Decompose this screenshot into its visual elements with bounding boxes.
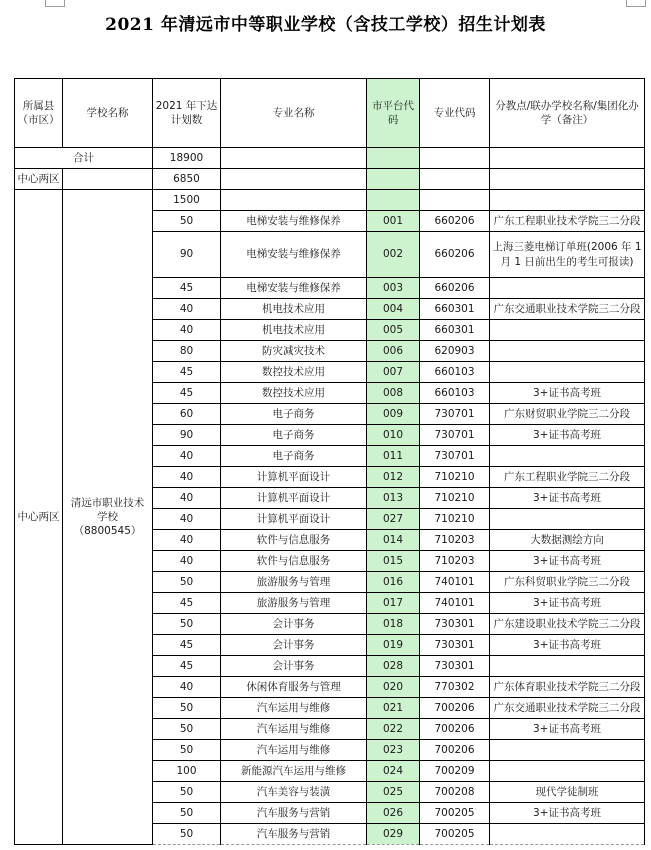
platform-code-cell: 017 [367, 593, 420, 614]
plan-count-cell: 40 [153, 677, 221, 698]
major-name-cell: 会计事务 [221, 656, 367, 677]
note-cell: 3+证书高考班 [490, 803, 645, 824]
major-name-cell: 电梯安装与维修保养 [221, 278, 367, 299]
major-name-cell: 汽车运用与维修 [221, 698, 367, 719]
major-name-cell: 计算机平面设计 [221, 488, 367, 509]
platform-code-cell: 029 [367, 824, 420, 845]
platform-code-cell: 012 [367, 467, 420, 488]
major-name-cell: 软件与信息服务 [221, 530, 367, 551]
note-cell: 广东科贸职业学院三二分段 [490, 572, 645, 593]
note-cell: 广东体育职业技术学院三二分段 [490, 677, 645, 698]
major-name-cell: 会计事务 [221, 614, 367, 635]
note-cell: 3+证书高考班 [490, 635, 645, 656]
county-merged-cell: 中心两区 [15, 190, 63, 845]
plan-count-cell: 80 [153, 341, 221, 362]
note-cell [490, 278, 645, 299]
platform-code-cell: 026 [367, 803, 420, 824]
plan-count-cell: 100 [153, 761, 221, 782]
plan-count-cell: 40 [153, 299, 221, 320]
note-cell [490, 148, 645, 169]
header-plan-count: 2021 年下达计划数 [153, 79, 221, 148]
major-code-cell: 700206 [420, 698, 490, 719]
major-code-cell: 710210 [420, 488, 490, 509]
header-platform-code: 市平台代码 [367, 79, 420, 148]
major-code-cell: 710203 [420, 530, 490, 551]
header-notes: 分教点/联办学校名称/集团化办学（备注） [490, 79, 645, 148]
plan-count-cell: 40 [153, 488, 221, 509]
county-cell: 中心两区 [15, 169, 63, 190]
page-margin-marker-left [45, 0, 65, 7]
plan-count-cell: 90 [153, 425, 221, 446]
platform-code-cell: 018 [367, 614, 420, 635]
platform-code-cell: 001 [367, 211, 420, 232]
platform-code-cell [367, 148, 420, 169]
major-code-cell: 730301 [420, 635, 490, 656]
major-code-cell: 660301 [420, 320, 490, 341]
major-code-cell: 660206 [420, 232, 490, 278]
plan-count-cell: 40 [153, 509, 221, 530]
platform-code-cell: 023 [367, 740, 420, 761]
major-name-cell: 计算机平面设计 [221, 467, 367, 488]
platform-code-cell: 008 [367, 383, 420, 404]
major-name-cell: 电子商务 [221, 446, 367, 467]
major-code-cell: 700209 [420, 761, 490, 782]
major-code-cell: 730701 [420, 446, 490, 467]
note-cell [490, 341, 645, 362]
platform-code-cell: 014 [367, 530, 420, 551]
major-code-cell: 710203 [420, 551, 490, 572]
note-cell: 大数据测绘方向 [490, 530, 645, 551]
note-cell: 现代学徒制班 [490, 782, 645, 803]
note-cell: 3+证书高考班 [490, 551, 645, 572]
platform-code-cell: 028 [367, 656, 420, 677]
note-cell [490, 740, 645, 761]
note-cell [490, 761, 645, 782]
enrollment-plan-table [14, 78, 645, 845]
plan-count-cell: 60 [153, 404, 221, 425]
major-code-cell: 700205 [420, 803, 490, 824]
plan-count-cell: 40 [153, 467, 221, 488]
platform-code-cell: 007 [367, 362, 420, 383]
school-total-value-cell: 1500 [153, 190, 221, 211]
school-merged-cell [63, 190, 153, 845]
note-cell [490, 446, 645, 467]
note-cell: 3+证书高考班 [490, 593, 645, 614]
major-name-cell: 数控技术应用 [221, 383, 367, 404]
plan-count-cell: 45 [153, 656, 221, 677]
platform-code-cell: 002 [367, 232, 420, 278]
note-cell [490, 320, 645, 341]
table-row-district-total [15, 169, 645, 190]
note-cell: 3+证书高考班 [490, 425, 645, 446]
platform-code-cell: 004 [367, 299, 420, 320]
major-name-cell: 电子商务 [221, 425, 367, 446]
plan-count-cell: 45 [153, 383, 221, 404]
page-margin-marker-right [626, 0, 646, 7]
header-county: 所属县（市区） [15, 79, 63, 148]
major-name-cell: 机电技术应用 [221, 320, 367, 341]
major-code-cell: 700205 [420, 824, 490, 845]
plan-count-cell: 50 [153, 211, 221, 232]
header-school-name: 学校名称 [63, 79, 153, 148]
note-cell [490, 190, 645, 211]
major-code-cell: 710210 [420, 467, 490, 488]
school-cell [63, 169, 153, 190]
major-name-cell: 会计事务 [221, 635, 367, 656]
major-name-cell: 汽车运用与维修 [221, 740, 367, 761]
plan-count-cell: 50 [153, 782, 221, 803]
platform-code-cell: 009 [367, 404, 420, 425]
major-name-cell: 电梯安装与维修保养 [221, 232, 367, 278]
platform-code-cell [367, 190, 420, 211]
note-cell: 广东建设职业技术学院三二分段 [490, 614, 645, 635]
major-code-cell [420, 148, 490, 169]
note-cell [490, 824, 645, 845]
major-name-cell: 汽车美容与装潢 [221, 782, 367, 803]
note-cell: 上海三菱电梯订单班(2006 年 1 月 1 日前出生的考生可报读) [490, 232, 645, 278]
major-name-cell: 软件与信息服务 [221, 551, 367, 572]
header-major-code: 专业代码 [420, 79, 490, 148]
page-title: 2021 年清远市中等职业学校（含技工学校）招生计划表 [105, 15, 546, 35]
major-code-cell: 740101 [420, 572, 490, 593]
plan-count-cell: 45 [153, 278, 221, 299]
major-code-cell: 770302 [420, 677, 490, 698]
plan-count-cell: 45 [153, 635, 221, 656]
plan-count-cell: 50 [153, 740, 221, 761]
major-code-cell: 700206 [420, 719, 490, 740]
note-cell [490, 509, 645, 530]
school-code: （8800545） [73, 525, 142, 538]
note-cell: 3+证书高考班 [490, 383, 645, 404]
major-code-cell: 660206 [420, 278, 490, 299]
major-code-cell: 740101 [420, 593, 490, 614]
major-cell [221, 169, 367, 190]
platform-code-cell: 011 [367, 446, 420, 467]
major-code-cell [420, 190, 490, 211]
platform-code-cell: 003 [367, 278, 420, 299]
major-code-cell: 730301 [420, 614, 490, 635]
table-row-school-total [15, 190, 645, 211]
total-label-cell: 合计 [15, 148, 153, 169]
platform-code-cell: 006 [367, 341, 420, 362]
plan-count-cell: 90 [153, 232, 221, 278]
note-cell: 广东工程职业技术学院三二分段 [490, 211, 645, 232]
note-cell: 广东交通职业技术学院三二分段 [490, 698, 645, 719]
major-code-cell: 730301 [420, 656, 490, 677]
major-cell [221, 190, 367, 211]
major-code-cell: 700208 [420, 782, 490, 803]
major-name-cell: 旅游服务与管理 [221, 593, 367, 614]
major-code-cell: 660206 [420, 211, 490, 232]
platform-code-cell: 005 [367, 320, 420, 341]
major-name-cell: 计算机平面设计 [221, 509, 367, 530]
platform-code-cell: 025 [367, 782, 420, 803]
major-name-cell: 机电技术应用 [221, 299, 367, 320]
total-value-cell: 18900 [153, 148, 221, 169]
district-total-value-cell: 6850 [153, 169, 221, 190]
note-cell [490, 656, 645, 677]
plan-count-cell: 50 [153, 803, 221, 824]
note-cell: 3+证书高考班 [490, 488, 645, 509]
major-code-cell: 730701 [420, 425, 490, 446]
platform-code-cell: 019 [367, 635, 420, 656]
major-name-cell: 防灾减灾技术 [221, 341, 367, 362]
major-name-cell: 电梯安装与维修保养 [221, 211, 367, 232]
header-major-name: 专业名称 [221, 79, 367, 148]
major-code-cell [420, 169, 490, 190]
plan-count-cell: 50 [153, 572, 221, 593]
plan-count-cell: 50 [153, 824, 221, 845]
platform-code-cell: 021 [367, 698, 420, 719]
major-name-cell: 休闲体育服务与管理 [221, 677, 367, 698]
plan-count-cell: 45 [153, 362, 221, 383]
major-code-cell: 730701 [420, 404, 490, 425]
note-cell: 广东财贸职业学院三二分段 [490, 404, 645, 425]
major-code-cell: 620903 [420, 341, 490, 362]
plan-count-cell: 50 [153, 719, 221, 740]
major-name-cell: 旅游服务与管理 [221, 572, 367, 593]
major-code-cell: 660103 [420, 362, 490, 383]
school-name: 清远市职业技术学校 [70, 496, 145, 523]
major-name-cell: 电子商务 [221, 404, 367, 425]
table-row-total [15, 148, 645, 169]
note-cell [490, 362, 645, 383]
major-name-cell: 数控技术应用 [221, 362, 367, 383]
platform-code-cell: 015 [367, 551, 420, 572]
note-cell: 广东交通职业技术学院三二分段 [490, 299, 645, 320]
major-name-cell: 汽车服务与营销 [221, 824, 367, 845]
platform-code-cell: 016 [367, 572, 420, 593]
platform-code-cell: 010 [367, 425, 420, 446]
note-cell [490, 169, 645, 190]
plan-count-cell: 40 [153, 320, 221, 341]
plan-count-cell: 40 [153, 446, 221, 467]
plan-count-cell: 40 [153, 551, 221, 572]
note-cell: 3+证书高考班 [490, 719, 645, 740]
major-code-cell: 700206 [420, 740, 490, 761]
table-header-row [15, 79, 645, 148]
plan-count-cell: 40 [153, 530, 221, 551]
platform-code-cell: 027 [367, 509, 420, 530]
note-cell: 广东工程职业学院三二分段 [490, 467, 645, 488]
major-code-cell: 660103 [420, 383, 490, 404]
major-name-cell: 新能源汽车运用与维修 [221, 761, 367, 782]
plan-count-cell: 50 [153, 698, 221, 719]
major-code-cell: 660301 [420, 299, 490, 320]
platform-code-cell: 020 [367, 677, 420, 698]
plan-count-cell: 45 [153, 593, 221, 614]
major-cell [221, 148, 367, 169]
plan-count-cell: 50 [153, 614, 221, 635]
platform-code-cell [367, 169, 420, 190]
major-name-cell: 汽车运用与维修 [221, 719, 367, 740]
platform-code-cell: 013 [367, 488, 420, 509]
major-name-cell: 汽车服务与营销 [221, 803, 367, 824]
major-code-cell: 710210 [420, 509, 490, 530]
platform-code-cell: 022 [367, 719, 420, 740]
platform-code-cell: 024 [367, 761, 420, 782]
